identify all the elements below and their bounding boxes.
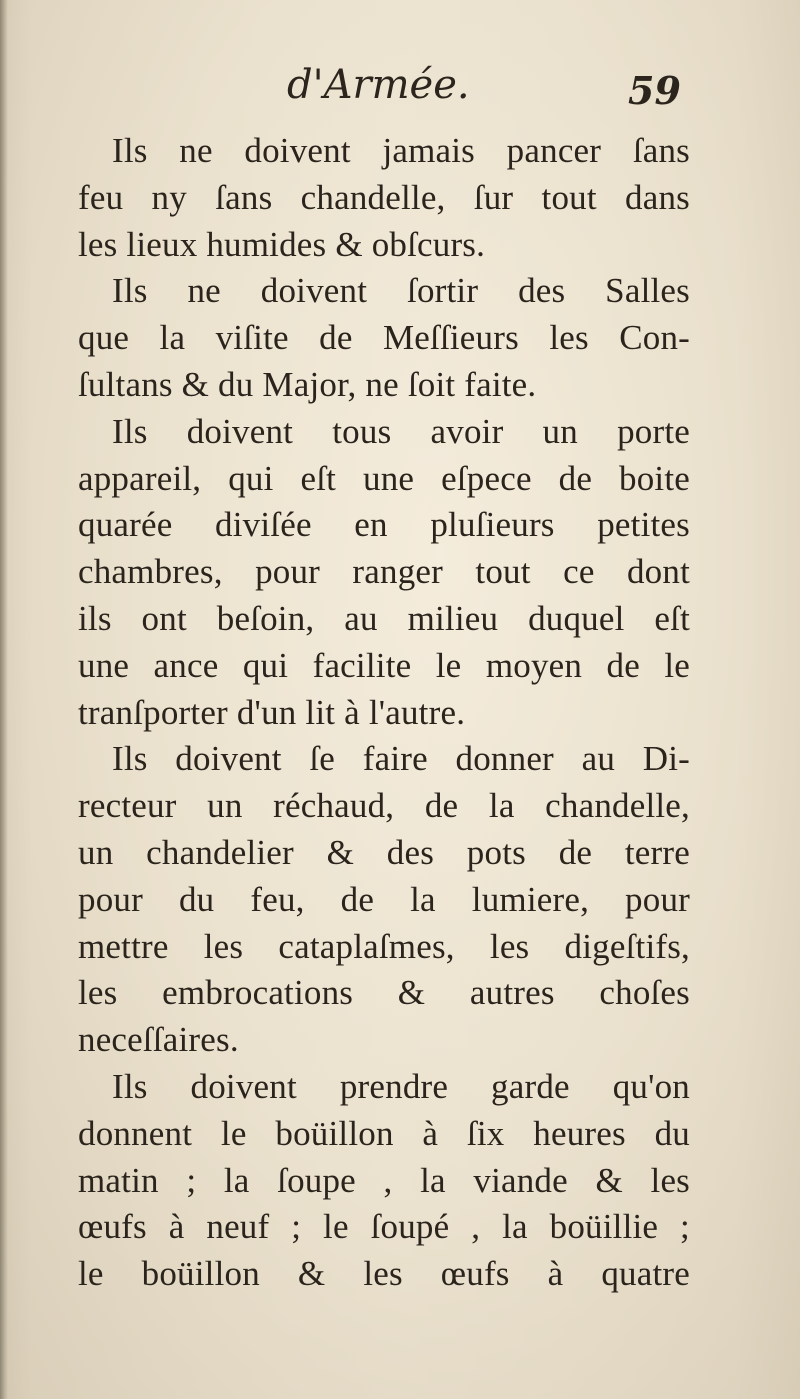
text-line: une ance qui facilite le moyen de le [78, 645, 690, 685]
text-line: Ils doivent ſe faire donner au Di- [112, 739, 690, 779]
text-line: quarée diviſée en pluſieurs petites [78, 505, 690, 545]
page-number: 59 [628, 68, 681, 113]
text-line: les lieux humides & obſcurs. [78, 224, 486, 264]
page-header [0, 62, 800, 122]
text-line: tranſporter d'un lit à l'autre. [78, 692, 466, 732]
text-line: Ils ne doivent jamais pancer ſans [112, 131, 690, 170]
text-line: pour du feu, de la lumiere, pour [78, 879, 690, 919]
text-line: ils ont beſoin, au milieu duquel eſt [78, 598, 690, 638]
text-line: chambres, pour ranger tout ce dont [78, 552, 690, 592]
text-line: un chandelier & des pots de terre [78, 832, 690, 872]
text-line: recteur un réchaud, de la chandelle, [78, 786, 690, 826]
text-line: Ils ne doivent ſortir des Salles [112, 271, 690, 311]
text-line: Ils doivent tous avoir un porte [112, 411, 690, 451]
body-text [78, 128, 690, 1298]
text-line: que la viſite de Meſſieurs les Con- [78, 318, 690, 358]
text-line: mettre les cataplaſmes, les digeſtifs, [78, 926, 690, 966]
text-line: ſultans & du Major, ne ſoit faite. [78, 364, 537, 404]
text-line: neceſſaires. [78, 1020, 239, 1060]
text-line: œufs à neuf ; le ſoupé , la boüillie ; [78, 1207, 690, 1247]
text-line: le boüillon & les œufs à quatre [78, 1254, 690, 1294]
text-line: Ils doivent prendre garde qu'on [112, 1066, 690, 1106]
text-line: les embrocations & autres choſes [78, 973, 690, 1013]
page-gutter-shadow [0, 0, 8, 1399]
running-title: d'Armée. [287, 62, 470, 108]
text-line: matin ; la ſoupe , la viande & les [78, 1160, 690, 1200]
text-line: feu ny ſans chandelle, ſur tout dans [78, 177, 690, 217]
text-line: appareil, qui eſt une eſpece de boite [78, 458, 690, 498]
text-line: donnent le boüillon à ſix heures du [78, 1113, 690, 1153]
